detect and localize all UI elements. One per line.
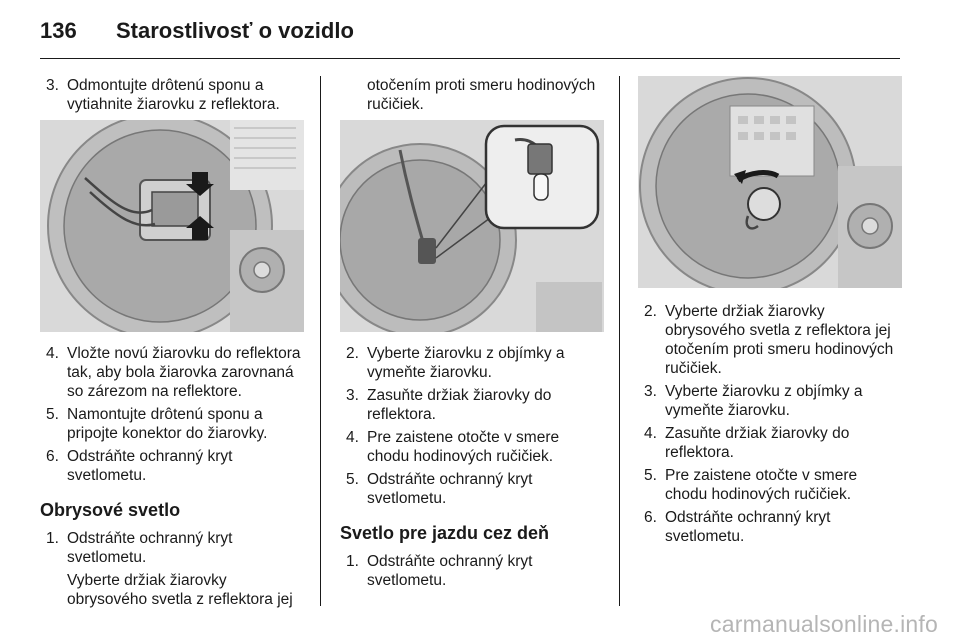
list-item [638, 424, 902, 462]
step-text: Vyberte žiarovku z objímky a vymeňte žiarovku. [665, 383, 863, 419]
list-item [340, 470, 602, 508]
step-number: 5. [46, 406, 59, 423]
figure-remove-wire-clip [40, 120, 304, 332]
step-text: Odstráňte ochranný kryt svetlometu. [67, 530, 233, 566]
step-number: 1. [46, 530, 59, 547]
column-3 [638, 76, 902, 550]
list-item [40, 344, 304, 401]
step-text: Pre zaistene otočte v smere chodu hodinových ručičiek. [665, 467, 858, 503]
section-title-daytime-light: Svetlo pre jazdu cez deň [340, 523, 550, 543]
page-title: Starostlivosť o vozidlo [116, 18, 354, 43]
figure-rotate-holder-illustration [638, 76, 902, 288]
step-text: Odstráňte ochranný kryt svetlometu. [665, 509, 831, 545]
section-step-1 [40, 529, 304, 567]
step-number: 4. [46, 345, 59, 362]
page-number: 136 [40, 18, 77, 43]
step-text: Zasuňte držiak žiarovky do reflektora. [665, 425, 850, 461]
step-text: Namontujte drôtenú sponu a pripojte konektor do žiarovky. [67, 406, 268, 442]
step-number: 2. [644, 303, 657, 320]
step-number: 6. [46, 448, 59, 465]
steps-list [340, 344, 602, 508]
section-note: Vyberte držiak žiarovky obrysového svetla z reflektora jej [67, 572, 293, 608]
list-item [40, 447, 304, 485]
continuation-text: otočením proti smeru hodinových ručičiek. [367, 77, 596, 113]
step-number: 4. [346, 429, 359, 446]
step-text: Vložte novú žiarovku do reflektora tak, aby bola žiarovka zarovnaná so zárezom na reflektore. [67, 345, 301, 400]
column-divider-left [320, 76, 321, 606]
list-item [340, 344, 602, 382]
list-item [40, 405, 304, 443]
figure-rotate-holder [638, 76, 902, 288]
step-number: 5. [346, 471, 359, 488]
steps-list [638, 302, 902, 546]
list-item [638, 508, 902, 546]
figure-remove-wire-clip-illustration [40, 120, 304, 332]
step-number: 2. [346, 345, 359, 362]
list-item [340, 386, 602, 424]
step-text: Odstráňte ochranný kryt svetlometu. [67, 448, 233, 484]
list-item [638, 466, 902, 504]
column-divider-right [619, 76, 620, 606]
figure-bulb-holder-detail [340, 120, 604, 332]
list-item [638, 302, 902, 378]
section-title-side-light: Obrysové svetlo [40, 500, 181, 520]
list-item [340, 428, 602, 466]
page-header [40, 18, 900, 48]
list-item [638, 382, 902, 420]
step-number: 6. [644, 509, 657, 526]
step-text: Odstráňte ochranný kryt svetlometu. [367, 471, 533, 507]
step-text: Pre zaistene otočte v smere chodu hodinových ručičiek. [367, 429, 560, 465]
header-rule [40, 58, 900, 59]
column-1 [40, 76, 304, 609]
section-step-1 [340, 552, 602, 590]
step-number: 3. [46, 77, 59, 94]
step-number: 3. [346, 387, 359, 404]
step-number: 3. [644, 383, 657, 400]
watermark-brand: carmanualsonline.info [710, 611, 938, 637]
step-3 [40, 76, 304, 114]
figure-bulb-holder-detail-illustration [340, 120, 602, 332]
step-number: 5. [644, 467, 657, 484]
step-number: 4. [644, 425, 657, 442]
step-text: Zasuňte držiak žiarovky do reflektora. [367, 387, 552, 423]
step-text: Odmontujte drôtenú sponu a vytiahnite žiarovku z reflektora. [67, 77, 280, 113]
step-text: Vyberte žiarovku z objímky a vymeňte žiarovku. [367, 345, 565, 381]
step-text: Vyberte držiak žiarovky obrysového svetla z reflektora jej otočením proti smeru hodinových ručičiek. [665, 303, 894, 377]
steps-list [40, 344, 304, 485]
step-text: Odstráňte ochranný kryt svetlometu. [367, 553, 533, 589]
step-number: 1. [346, 553, 359, 570]
column-2 [340, 76, 602, 594]
